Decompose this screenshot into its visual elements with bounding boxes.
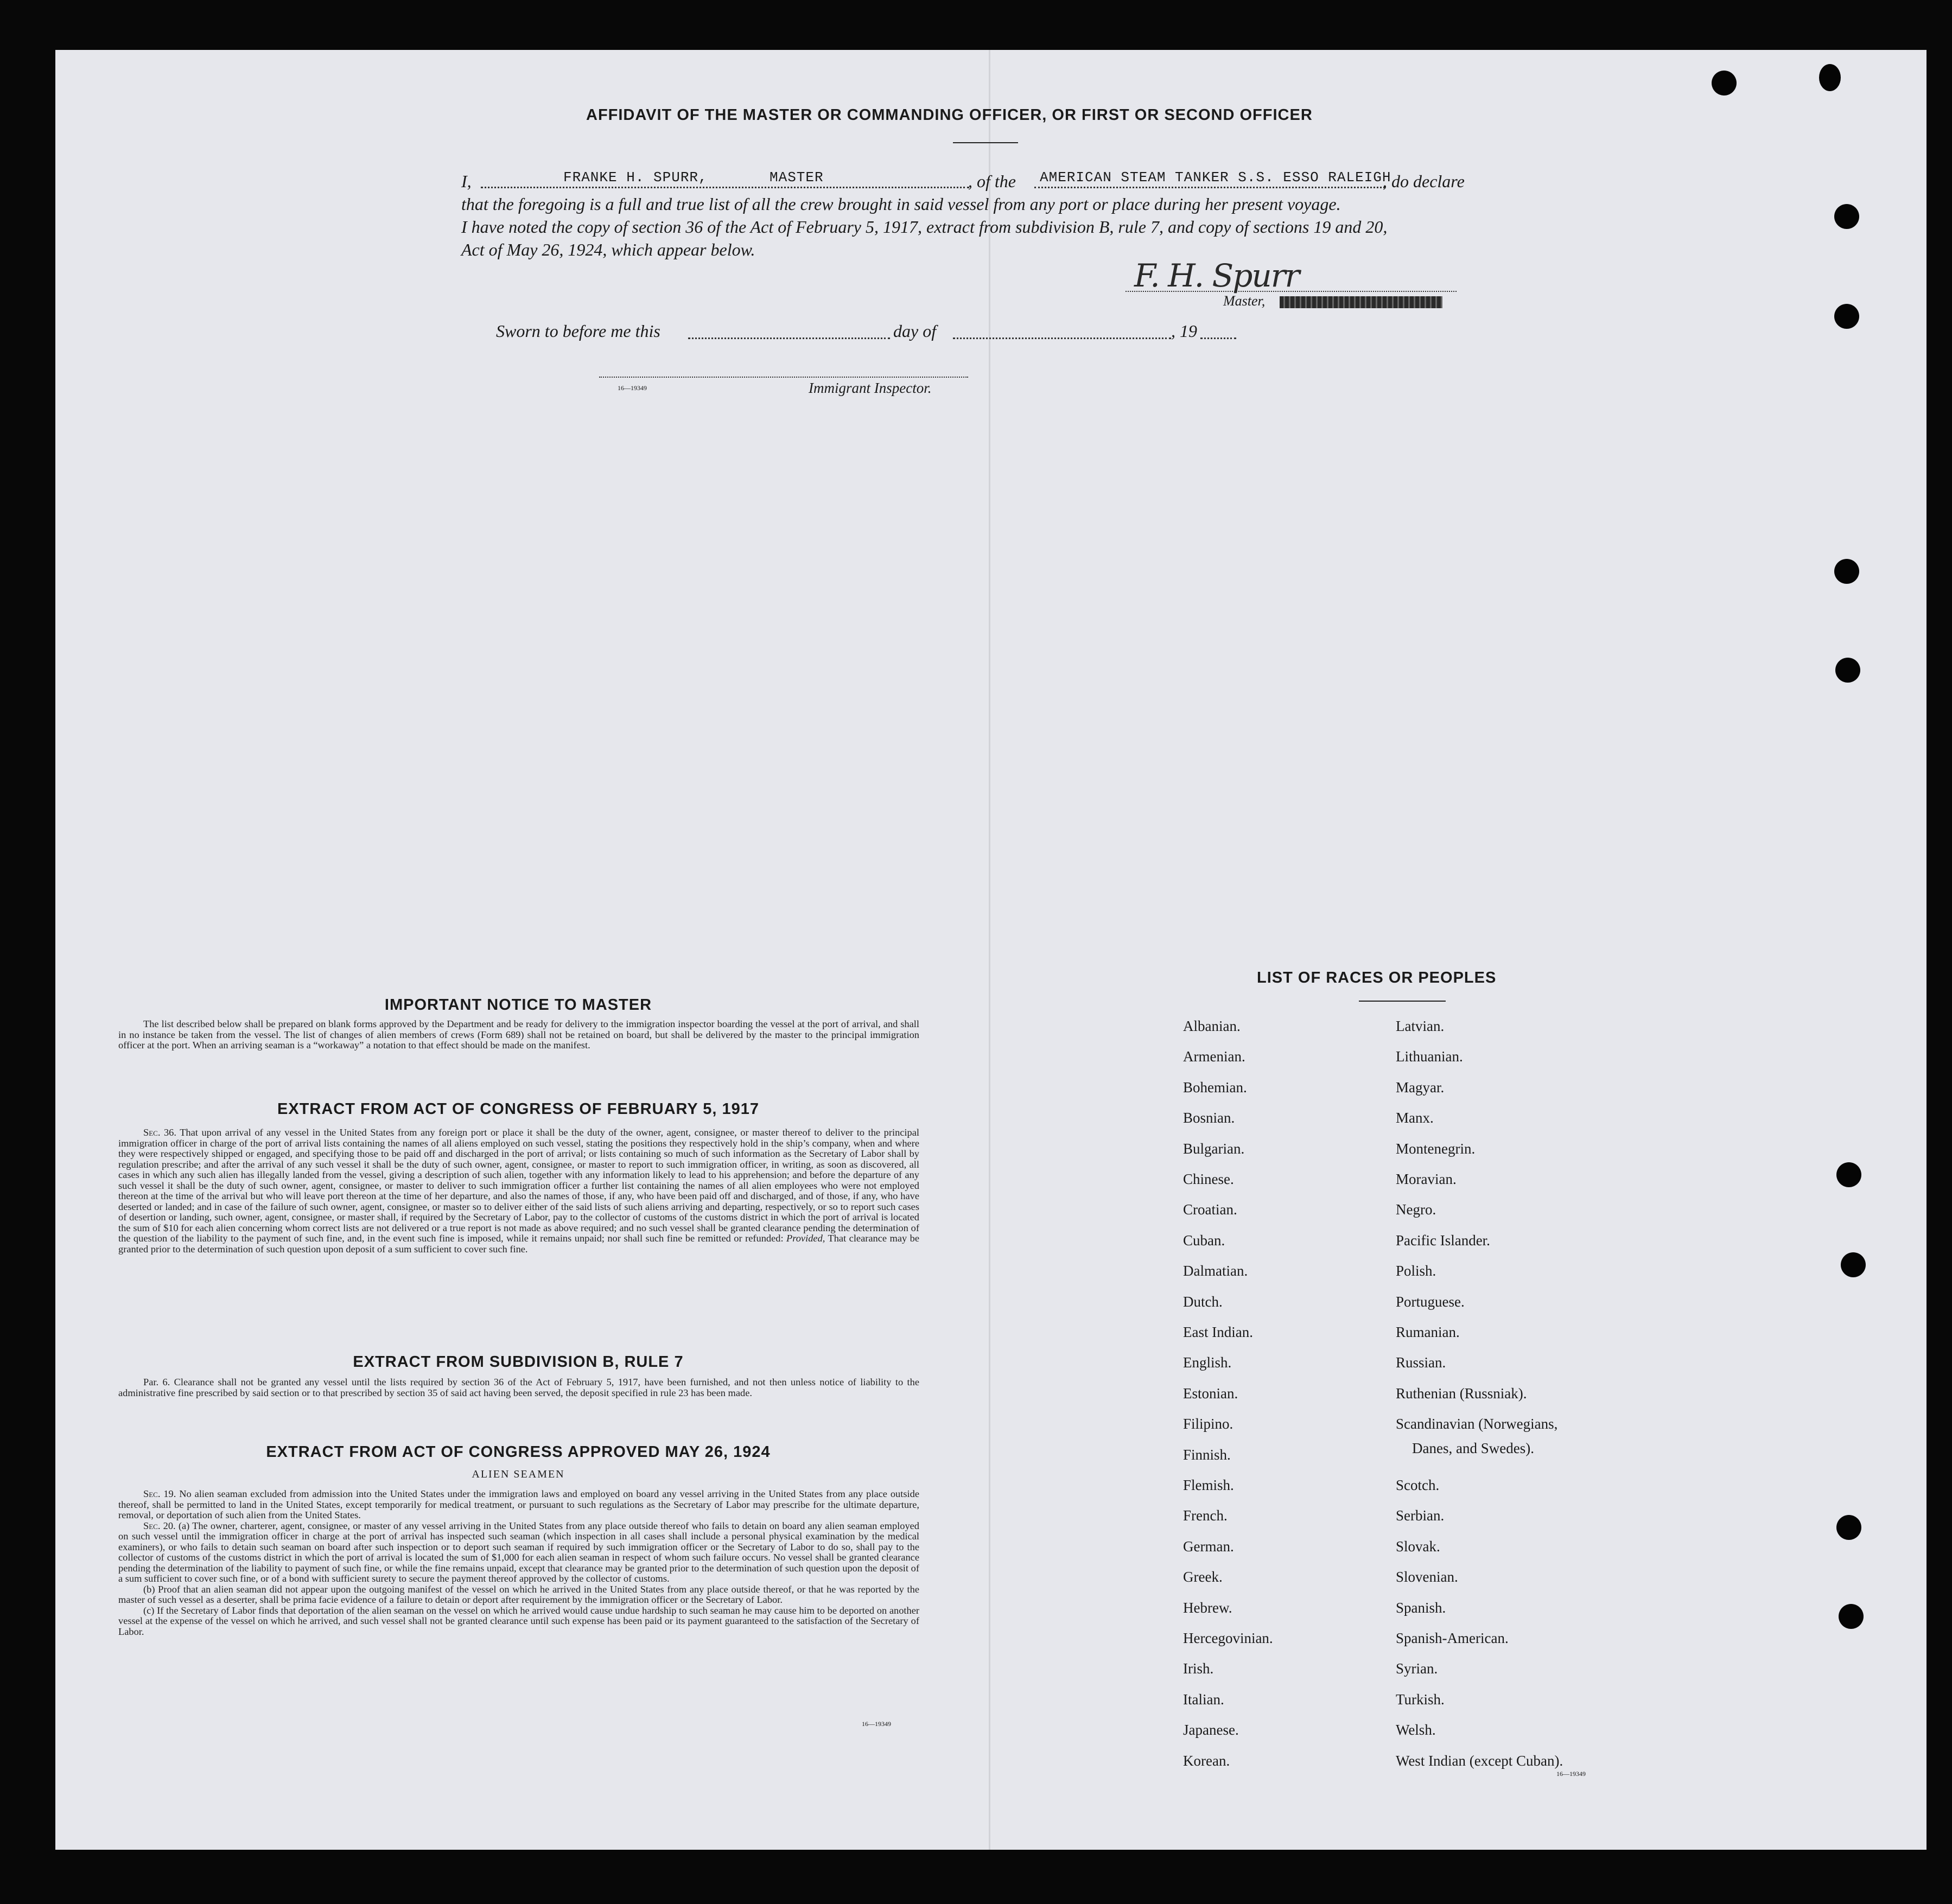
race-item: Croatian. <box>1183 1201 1237 1218</box>
sec-36-text: That upon arrival of any vessel in the United States from any foreign port or place it shall be the duty of the owner, agent, consignee, or master thereof to deliver to the principal immigration officer in charge of the port of arrival lists containing the names of all aliens employed on such vessel, stating the positions they respectively hold in the ship’s company, when and where they were respectively shipped or engaged, and specifying those to be paid off and discharged in the port of arrival; or lists containing so much of such information as the Secretary of Labor shall by regulation prescribe; and after the arrival of any such vessel it shall be the duty of such owner, agent, consignee, or master to report to such immigration officer, in writing, as soon as discovered, all cases in which any such alien has illegally landed from the vessel, giving a description of such alien, together with any information likely to lead to his apprehension; and before the departure of any such vessel it shall be the duty of such owner, agent, consignee, or master to deliver to such immigration officer a further list containing the names of all alien employees who were not employed thereon at the time of the arrival but who will leave port thereon at the time of her departure, and also the names of those, if any, who have been paid off and discharged, and of those, if any, who have deserted or landed; and in case of the failure of such owner, agent, consignee, or master so to deliver either of the said lists of such aliens arriving and departing, respectively, or so to report such cases of desertion or landing, such owner, agent, consignee, or master shall, if required by the Secretary of Labor, pay to the collector of customs of the customs district in which the port of arrival is located the sum of $10 for each alien concerning whom correct lists are not delivered or a true report is not made as above required; and no such vessel shall be granted clearance pending the determination of the question of the liability to the payment of such fine, and, in the event such fine is imposed, while it remains unpaid; nor shall such fine be remitted or refunded: <box>118 1127 919 1244</box>
affidavit-line-3: I have noted the copy of section 36 of the Act of February 5, 1917, extract from subdivision B, rule 7, and copy of sections 19 and 20, <box>461 217 1388 237</box>
punch-hole <box>1835 658 1860 683</box>
extract-1924-title: EXTRACT FROM ACT OF CONGRESS APPROVED MAY 26, 1924 <box>266 1443 771 1461</box>
race-item: Moravian. <box>1396 1171 1457 1187</box>
sec-19-label: Sec. 19. <box>143 1488 176 1499</box>
sec-20b-text: (b) Proof that an alien seaman did not appear upon the outgoing manifest of the vessel on which he arrived in the United States from any place outside thereof, or that he was reported by the master of such vessel as a deserter, shall be prima facie evidence of a failure to detain or deport after requirement by the immigration officer or the Secretary of Labor. <box>118 1583 919 1605</box>
race-item: Serbian. <box>1396 1507 1445 1524</box>
master-signature: F. H. Spurr <box>1134 257 1299 294</box>
sec-20-label: Sec. 20. <box>143 1520 176 1531</box>
punch-hole <box>1834 304 1859 329</box>
race-item: Scotch. <box>1396 1477 1440 1493</box>
race-item: Flemish. <box>1183 1477 1234 1493</box>
notice-title: IMPORTANT NOTICE TO MASTER <box>384 996 652 1014</box>
master-name: FRANKE H. SPURR, <box>563 169 708 186</box>
punch-hole <box>1839 1604 1864 1629</box>
affidavit-do-declare: , do declare <box>1383 171 1465 191</box>
race-item: Slovenian. <box>1396 1569 1458 1585</box>
rule7-paragraph: Par. 6. Clearance shall not be granted any vessel until the lists required by section 36 of the Act of February 5, 1917, have been furnished, and not then unless notice of liability to the administrative fine prescribed by said section or to that prescribed by section 35 of said act having been served, the deposit specified in rule 23 has been made. <box>118 1377 919 1398</box>
punch-hole <box>1712 71 1737 95</box>
race-item: Irish. <box>1183 1660 1214 1677</box>
sec-20c-text: (c) If the Secretary of Labor finds that deportation of the alien seaman on the vessel on which he arrived would cause undue hardship to such seaman he may cause him to be deported on another vessel at the expense of the vessel on which he arrived, and such vessel shall not be granted clearance until such expense has been paid or its payment guaranteed to the satisfaction of the Secretary of Labor. <box>118 1604 919 1637</box>
race-item: English. <box>1183 1354 1232 1371</box>
extract-rule7-text <box>118 1377 919 1398</box>
race-item: Chinese. <box>1183 1171 1234 1187</box>
affidavit-line-4: Act of May 26, 1924, which appear below. <box>461 240 755 259</box>
year-prefix: , 19 <box>1171 321 1197 341</box>
master-label: Master, <box>1223 293 1266 309</box>
sworn-month-line <box>953 338 1171 339</box>
punch-hole <box>1819 64 1841 91</box>
race-item: Dalmatian. <box>1183 1263 1248 1279</box>
race-item: Scandinavian (Norwegians, <box>1396 1416 1558 1432</box>
day-of-label: day of <box>893 321 937 341</box>
race-item: Cuban. <box>1183 1232 1225 1249</box>
affidavit-title: AFFIDAVIT OF THE MASTER OR COMMANDING OFFICER, OR FIRST OR SECOND OFFICER <box>586 106 1313 124</box>
races-title: LIST OF RACES OR PEOPLES <box>1257 969 1497 986</box>
race-item: Spanish-American. <box>1396 1630 1509 1646</box>
sec-36-label: Sec. 36. <box>143 1127 176 1138</box>
title-underline <box>953 142 1018 143</box>
race-item: Finnish. <box>1183 1447 1231 1463</box>
race-item: Ruthenian (Russniak). <box>1396 1385 1527 1402</box>
race-item: Albanian. <box>1183 1018 1241 1034</box>
race-item: Japanese. <box>1183 1722 1239 1738</box>
redacted-officer-titles <box>1280 296 1442 308</box>
race-item: Lithuanian. <box>1396 1048 1463 1065</box>
race-item: Bosnian. <box>1183 1110 1235 1126</box>
sec-19-text: No alien seaman excluded from admission into the United States under the immigration laws and employed on board any vessel arriving in the United States from any place outside thereof, shall be permitted to land in the United States, except temporarily for medical treatment, or pursuant to such regulations as the Secretary of Labor may prescribe for the ultimate departure, removal, or deportation of such alien from the United States. <box>118 1488 919 1520</box>
punch-hole <box>1836 1162 1861 1187</box>
affidavit-of-the: , of the <box>968 171 1016 191</box>
extract-rule7-title: EXTRACT FROM SUBDIVISION B, RULE 7 <box>353 1353 684 1371</box>
race-item: Portuguese. <box>1396 1294 1465 1310</box>
form-number-left: 16—19349 <box>862 1720 891 1728</box>
punch-hole <box>1841 1252 1866 1277</box>
master-rank: MASTER <box>770 169 824 186</box>
race-item: East Indian. <box>1183 1324 1253 1340</box>
form-number-right: 16—19349 <box>1556 1770 1586 1778</box>
race-item: Rumanian. <box>1396 1324 1460 1340</box>
race-item: Welsh. <box>1396 1722 1436 1738</box>
inspector-signature-line <box>599 377 968 378</box>
race-item: Bohemian. <box>1183 1079 1247 1096</box>
race-item: Montenegrin. <box>1396 1141 1476 1157</box>
race-item: Korean. <box>1183 1753 1230 1769</box>
sworn-year-line <box>1200 338 1236 339</box>
form-number-top: 16—19349 <box>618 384 647 392</box>
extract-1917-text <box>118 1128 919 1255</box>
race-item: Hercegovinian. <box>1183 1630 1273 1646</box>
race-scandinavian-cont: Danes, and Swedes). <box>1412 1440 1534 1456</box>
extract-1917-title: EXTRACT FROM ACT OF CONGRESS OF FEBRUARY 5, 1917 <box>277 1100 760 1118</box>
race-item: Magyar. <box>1396 1079 1445 1096</box>
race-item: Filipino. <box>1183 1416 1233 1432</box>
notice-text <box>118 1019 919 1051</box>
race-item: Armenian. <box>1183 1048 1245 1065</box>
race-item: Pacific Islander. <box>1396 1232 1490 1249</box>
race-item: Turkish. <box>1396 1691 1445 1708</box>
punch-hole <box>1834 204 1859 229</box>
punch-hole <box>1836 1515 1861 1540</box>
race-item: German. <box>1183 1538 1234 1555</box>
provided-label: Provided, <box>786 1233 825 1244</box>
notice-paragraph: The list described below shall be prepared on blank forms approved by the Department and be ready for delivery to the immigration inspector boarding the vessel at the port of arrival, and shall in no instance be taken from the vessel. The list of changes of alien members of crews (Form 689) shall not be retained on board, but shall be delivered by the master to the principal immigration officer at the port. When an arriving seaman is a “workaway” a notation to that effect should be made on the manifest. <box>118 1018 919 1050</box>
vessel-fill-line <box>1034 187 1385 188</box>
race-item: Greek. <box>1183 1569 1223 1585</box>
affidavit-i: I, <box>461 171 472 191</box>
alien-seamen-subtitle: ALIEN SEAMEN <box>472 1468 565 1480</box>
race-item: West Indian (except Cuban). <box>1396 1753 1563 1769</box>
race-item: Italian. <box>1183 1691 1224 1708</box>
race-item: Hebrew. <box>1183 1600 1232 1616</box>
sworn-day-line <box>688 338 890 339</box>
affidavit-line-2: that the foregoing is a full and true list of all the crew brought in said vessel from any port or place during her present voyage. <box>461 194 1341 214</box>
sworn-label: Sworn to before me this <box>496 321 660 341</box>
race-item: French. <box>1183 1507 1228 1524</box>
race-item: Bulgarian. <box>1183 1141 1245 1157</box>
race-item: Manx. <box>1396 1110 1434 1126</box>
punch-hole <box>1834 559 1859 584</box>
race-item: Estonian. <box>1183 1385 1238 1402</box>
races-title-underline <box>1359 1001 1446 1002</box>
fold-line <box>989 50 990 1850</box>
race-item: Spanish. <box>1396 1600 1446 1616</box>
race-item: Slovak. <box>1396 1538 1440 1555</box>
sec-36-text-end: That clearance may be granted prior to the determination of such question upon deposit of a sum sufficient to cover such fine. <box>118 1233 920 1255</box>
race-item: Latvian. <box>1396 1018 1445 1034</box>
inspector-label: Immigrant Inspector. <box>809 380 932 396</box>
race-item: Syrian. <box>1396 1660 1438 1677</box>
signature-line <box>1126 291 1457 292</box>
race-item: Russian. <box>1396 1354 1446 1371</box>
name-fill-line <box>481 187 969 188</box>
sec-20a-text: (a) The owner, charterer, agent, consignee, or master of any vessel arriving in the United States from any place outside thereof who fails to detain on board any alien seaman employed on such vessel until the immigration officer in charge at the port of arrival has inspected such seaman (which inspection in all cases shall include a personal physical examination by the medical examiners), or who fails to detain such seaman on board after such inspection or to deport such seaman if required by such immigration officer or the Secretary of Labor to do so, shall pay to the collector of customs of the customs district in which the port of arrival is located the sum of $1,000 for each alien seaman in respect of whom such failure occurs. No vessel shall be granted clearance pending the determination of the liability to payment of such fine, or while the fine remains unpaid, except that clearance may be granted prior to the determination of such question upon the deposit of a sum sufficient to cover such fine, or of a bond with sufficient surety to secure the payment thereof approved by the collector of customs. <box>118 1520 919 1584</box>
race-item: Polish. <box>1396 1263 1436 1279</box>
extract-1924-text <box>118 1489 919 1637</box>
race-item: Negro. <box>1396 1201 1436 1218</box>
race-item: Dutch. <box>1183 1294 1223 1310</box>
vessel-name: AMERICAN STEAM TANKER S.S. ESSO RALEIGH <box>1040 169 1391 186</box>
